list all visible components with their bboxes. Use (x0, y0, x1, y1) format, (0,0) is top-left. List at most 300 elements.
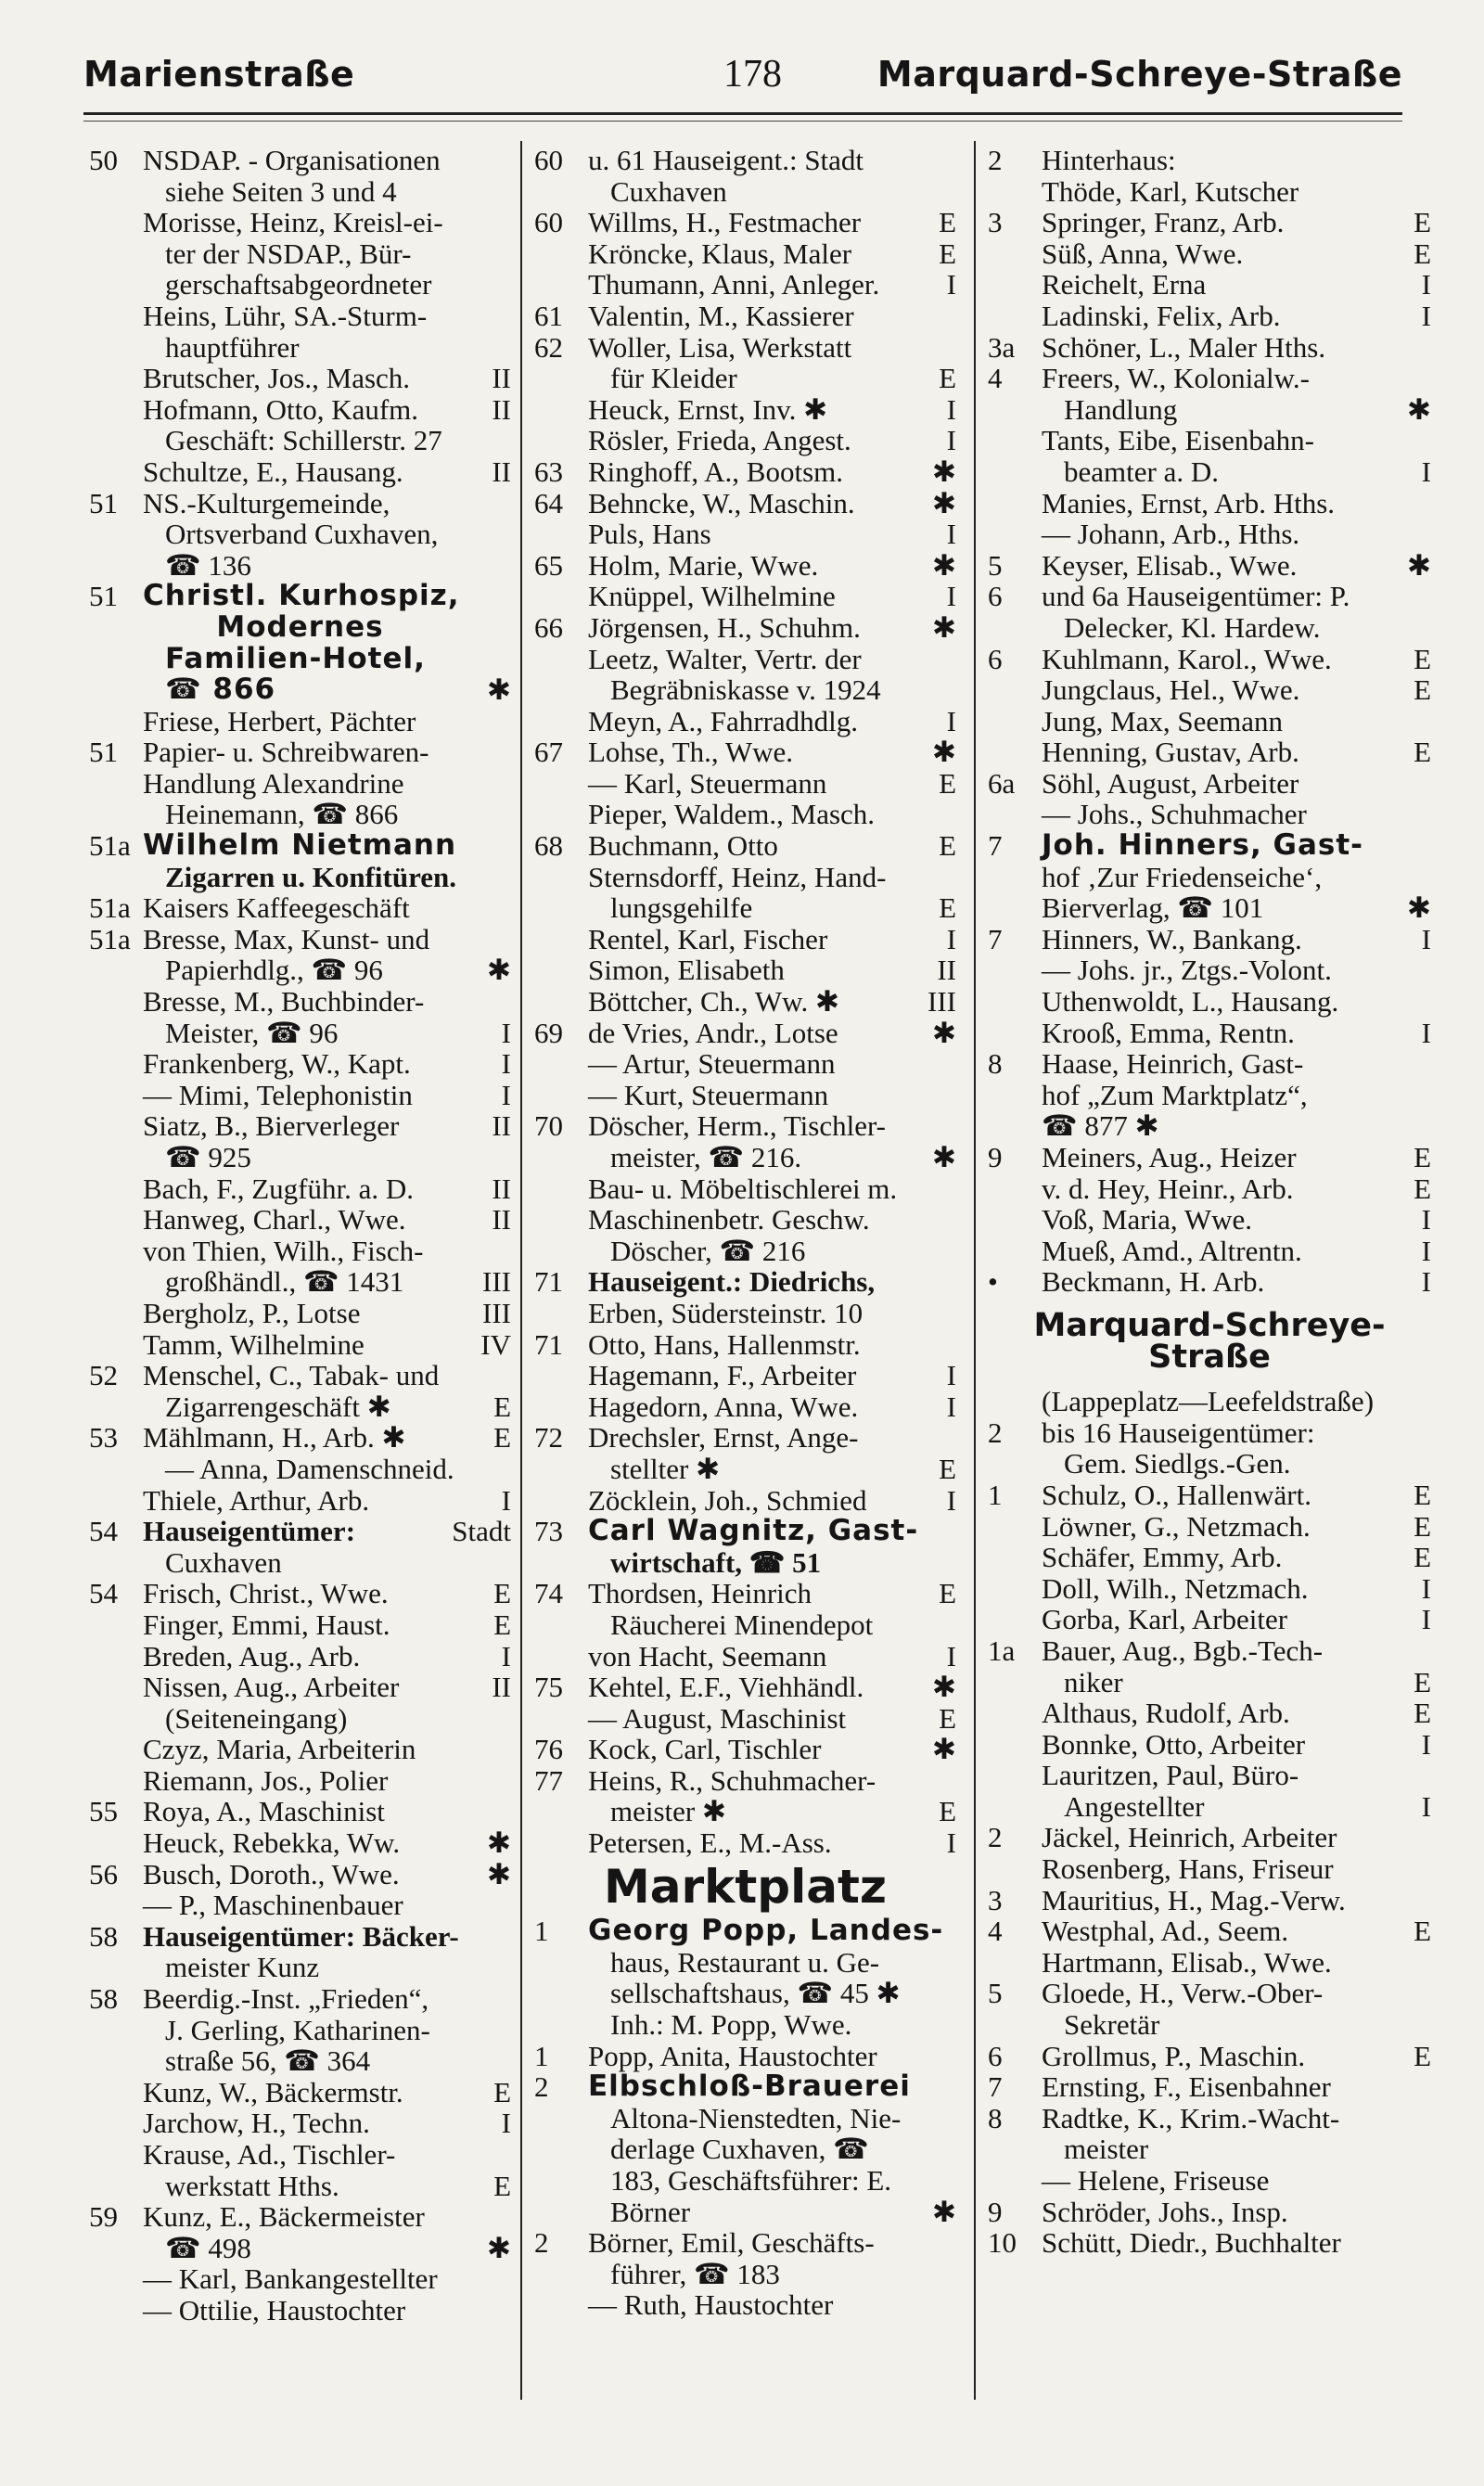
entry-text: Finger, Emmi, Haust. (143, 1608, 390, 1641)
entry-text: Mueß, Amd., Altrentn. (1042, 1234, 1302, 1267)
directory-entry (534, 2289, 956, 2321)
directory-entry (534, 550, 956, 582)
entry-text: u. 61 Hauseigent.: Stadt (588, 144, 864, 176)
entry-text: Schöner, L., Maler Hths. (1042, 330, 1326, 364)
floor-marker: I (1421, 1234, 1431, 1267)
directory-entry (988, 1266, 1431, 1298)
directory-entry (534, 238, 956, 270)
entry-text: Kehtel, E.F., Viehhändl. (588, 1671, 864, 1704)
directory-entry (89, 519, 511, 550)
entry-text: Christl. Kurhospiz, (143, 579, 460, 613)
directory-entry (988, 1947, 1431, 1979)
floor-marker: I (1421, 1727, 1431, 1761)
directory-entry (534, 612, 956, 644)
directory-entry (534, 1859, 956, 1914)
house-number: 56 (89, 1857, 118, 1890)
house-number: 1a (988, 1634, 1016, 1667)
house-number: 3a (988, 330, 1016, 364)
entry-text: — Helene, Friseuse (1042, 2164, 1270, 2197)
floor-marker: ✱ (932, 455, 956, 488)
directory-entry (988, 394, 1431, 426)
entry-text: Puls, Hans (588, 518, 711, 551)
entry-text: Hagemann, F., Arbeiter (588, 1359, 857, 1392)
directory-entry (534, 706, 956, 737)
directory-entry (89, 955, 511, 986)
directory-entry (988, 1760, 1431, 1791)
house-number: 2 (534, 2226, 549, 2260)
directory-entry (89, 1080, 511, 1111)
house-number: 68 (534, 829, 563, 863)
entry-text: Hagedorn, Anna, Wwe. (588, 1390, 859, 1423)
entry-text: Meiners, Aug., Heizer (1042, 1141, 1297, 1173)
floor-marker: I (946, 1826, 956, 1860)
directory-entry (89, 332, 511, 364)
directory-entry (89, 301, 511, 332)
directory-entry (89, 581, 511, 612)
directory-entry (988, 1667, 1431, 1698)
directory-entry (988, 674, 1431, 706)
house-number: 9 (988, 2195, 1003, 2228)
directory-entry (988, 2103, 1431, 2134)
entry-text: Ringhoff, A., Bootsm. (588, 455, 844, 488)
directory-entry (534, 394, 956, 426)
directory-entry (89, 394, 511, 426)
floor-marker: ✱ (487, 673, 511, 707)
entry-text: Thumann, Anni, Anleger. (588, 268, 880, 301)
entry-text: NS.-Kulturgemeinde, (143, 486, 390, 519)
floor-marker: E (939, 206, 956, 239)
house-number: 75 (534, 1671, 563, 1704)
entry-text: Tamm, Wilhelmine (143, 1327, 365, 1361)
house-number: 50 (89, 144, 118, 176)
floor-marker: I (1421, 299, 1431, 332)
directory-entry (534, 1110, 956, 1142)
entry-text: Marquard-Schreye- (1033, 1306, 1386, 1344)
directory-entry (534, 1391, 956, 1423)
directory-entry (534, 145, 956, 176)
floor-marker: I (501, 1483, 511, 1517)
directory-entry (988, 1306, 1431, 1344)
directory-entry (89, 2263, 511, 2295)
entry-text: Schütt, Diedr., Buchhalter (1042, 2226, 1341, 2260)
directory-entry (89, 2139, 511, 2171)
directory-entry (89, 1360, 511, 1391)
floor-marker: E (1414, 237, 1431, 270)
entry-text: großhändl., ☎ 1431 (165, 1265, 404, 1299)
directory-entry (534, 519, 956, 550)
house-number: 4 (988, 1915, 1003, 1948)
directory-entry (89, 1765, 511, 1797)
house-number: 54 (89, 1577, 118, 1610)
floor-marker: E (939, 1795, 956, 1828)
entry-text: hof ‚Zur Friedenseiche‘, (1042, 860, 1323, 893)
floor-marker: III (928, 985, 956, 1019)
directory-entry (534, 1080, 956, 1111)
column-1 (89, 145, 511, 2326)
entry-text: J. Gerling, Katharinen- (165, 2013, 430, 2046)
floor-marker: III (482, 1296, 511, 1329)
floor-marker: E (1414, 1541, 1431, 1574)
house-number: 58 (89, 1982, 118, 2016)
directory-entry (988, 1018, 1431, 1049)
floor-marker: I (1421, 455, 1431, 488)
entry-text: gerschaftsabgeordneter (165, 268, 432, 301)
entry-text: siehe Seiten 3 und 4 (165, 174, 397, 208)
entry-text: Thöde, Karl, Kutscher (1042, 174, 1299, 208)
directory-entry (988, 1236, 1431, 1267)
floor-marker: E (493, 1421, 511, 1454)
directory-entry (89, 550, 511, 582)
entry-text: Tants, Eibe, Eisenbahn- (1042, 424, 1314, 457)
house-number: 2 (534, 2070, 549, 2104)
directory-entry (89, 2045, 511, 2077)
entry-text: stellter ✱ (610, 1452, 721, 1485)
directory-entry (89, 706, 511, 737)
house-number: 71 (534, 1327, 563, 1361)
directory-entry (534, 2041, 956, 2072)
house-number: 76 (534, 1733, 563, 1766)
entry-text: Rosenberg, Hans, Friseur (1042, 1852, 1334, 1886)
floor-marker: E (939, 829, 956, 863)
house-number: 67 (534, 736, 563, 769)
directory-entry (988, 1048, 1431, 1080)
house-number: 77 (534, 1763, 563, 1797)
directory-entry (89, 2171, 511, 2202)
floor-marker: E (939, 1701, 956, 1735)
directory-entry (89, 1454, 511, 1485)
directory-entry (988, 862, 1431, 893)
directory-entry (534, 1266, 956, 1298)
floor-marker: ✱ (932, 1141, 956, 1173)
directory-entry (89, 176, 511, 208)
entry-text: Radtke, K., Krim.-Wacht- (1042, 2101, 1340, 2134)
directory-entry (534, 1422, 956, 1454)
floor-marker: I (1421, 922, 1431, 955)
entry-text: von Thien, Wilh., Fisch- (143, 1234, 424, 1267)
entry-text: derlage Cuxhaven, ☎ (610, 2133, 869, 2166)
house-number: 3 (988, 1883, 1003, 1916)
entry-text: hof „Zum Marktplatz“, (1042, 1078, 1308, 1111)
directory-entry (988, 1573, 1431, 1605)
floor-marker: I (501, 1078, 511, 1111)
entry-text: Familien-Hotel, (165, 641, 426, 675)
floor-marker: E (1414, 2039, 1431, 2072)
entry-text: Siatz, B., Bierverleger (143, 1109, 400, 1143)
floor-marker: E (939, 362, 956, 395)
floor-marker: I (501, 2107, 511, 2140)
entry-text: ter der NSDAP., Bür- (165, 237, 412, 270)
directory-entry (988, 2197, 1431, 2228)
directory-entry (89, 1018, 511, 1049)
directory-entry (89, 1796, 511, 1827)
entry-text: NSDAP. - Organisationen (143, 144, 441, 176)
entry-text: Petersen, E., M.-Ass. (588, 1826, 832, 1860)
floor-marker: I (1421, 268, 1431, 301)
directory-entry (534, 2009, 956, 2041)
directory-entry (534, 207, 956, 238)
floor-marker: E (1414, 736, 1431, 769)
entry-text: Kaisers Kaffeegeschäft (143, 891, 410, 925)
entry-text: haus, Restaurant u. Ge- (610, 1945, 880, 1979)
entry-text: Schäfer, Emmy, Arb. (1042, 1541, 1283, 1574)
floor-marker: E (493, 2169, 511, 2202)
directory-entry (89, 2015, 511, 2046)
entry-text: (Lappeplatz—Leefeldstraße) (1042, 1385, 1375, 1418)
entry-text: Joh. Hinners, Gast- (1042, 828, 1364, 863)
directory-entry (89, 269, 511, 301)
entry-text: Freers, W., Kolonialw.- (1042, 362, 1311, 395)
entry-text: meister, ☎ 216. (610, 1141, 802, 1173)
floor-marker: II (492, 1203, 511, 1237)
entry-text: Papierhdlg., ☎ 96 (165, 954, 383, 987)
entry-text: Räucherei Minendepot (610, 1608, 874, 1641)
directory-entry (988, 2009, 1431, 2041)
floor-marker: II (492, 1109, 511, 1143)
directory-entry (534, 1236, 956, 1267)
floor-marker: E (1414, 1509, 1431, 1543)
directory-entry (534, 2227, 956, 2259)
directory-entry (534, 830, 956, 862)
entry-text: Carl Wagnitz, Gast- (588, 1514, 919, 1548)
floor-marker: I (946, 704, 956, 737)
house-number: 2 (988, 144, 1003, 176)
directory-entry (89, 1734, 511, 1765)
directory-entry (988, 1791, 1431, 1823)
directory-entry (534, 862, 956, 893)
floor-marker: ✱ (1407, 891, 1431, 925)
floor-marker: I (946, 518, 956, 551)
entry-text: Morisse, Heinz, Kreisl‑ei- (143, 206, 443, 239)
column-3 (988, 145, 1431, 2259)
directory-entry (89, 363, 511, 394)
directory-entry (988, 488, 1431, 519)
directory-entry (988, 1142, 1431, 1173)
directory-entry (89, 1547, 511, 1579)
house-number: 60 (534, 144, 563, 176)
floor-marker: Stadt (452, 1515, 511, 1548)
entry-text: Bresse, Max, Kunst- und (143, 922, 430, 955)
floor-marker: I (946, 1359, 956, 1392)
entry-text: Kunz, E., Bäckermeister (143, 2200, 425, 2234)
entry-text: Süß, Anna, Wwe. (1042, 237, 1244, 270)
entry-text: de Vries, Andr., Lotse (588, 1016, 838, 1049)
entry-text: Thordsen, Heinrich (588, 1577, 812, 1610)
directory-entry (89, 768, 511, 800)
directory-entry (988, 301, 1431, 332)
directory-entry (534, 488, 956, 519)
directory-entry (534, 1547, 956, 1579)
directory-entry (988, 1853, 1431, 1885)
entry-text: Modernes (216, 609, 384, 644)
directory-entry (89, 1983, 511, 2015)
entry-text: — Johs., Schuhmacher (1042, 798, 1307, 831)
house-number: 69 (534, 1016, 563, 1049)
directory-entry (988, 737, 1431, 768)
directory-entry (89, 2233, 511, 2264)
entry-text: Westphal, Ad., Seem. (1042, 1915, 1289, 1948)
entry-text: ☎ 498 (165, 2231, 251, 2264)
entry-text: Börner (610, 2195, 691, 2228)
entry-text: Hauseigent.: Diedrichs, (588, 1265, 876, 1299)
entry-text: — August, Maschinist (588, 1701, 847, 1735)
directory-entry (89, 1641, 511, 1672)
house-number: 6a (988, 766, 1016, 800)
entry-text: Manies, Ernst, Arb. Hths. (1042, 486, 1336, 519)
entry-text: Gorba, Karl, Arbeiter (1042, 1603, 1288, 1636)
directory-entry (89, 1859, 511, 1890)
floor-marker: III (482, 1265, 511, 1299)
entry-text: Bonnke, Otto, Arbeiter (1042, 1727, 1306, 1761)
directory-entry (988, 176, 1431, 208)
directory-entry (534, 1516, 956, 1547)
entry-text: — Artur, Steuermann (588, 1047, 836, 1081)
entry-text: Erben, Südersteinstr. 10 (588, 1296, 864, 1329)
entry-text: — Karl, Steuermann (588, 766, 827, 800)
directory-entry (534, 1609, 956, 1641)
floor-marker: ✱ (1407, 548, 1431, 582)
directory-entry (534, 1360, 956, 1391)
directory-entry (89, 2295, 511, 2326)
floor-marker: I (1421, 1603, 1431, 1636)
directory-entry (988, 986, 1431, 1018)
entry-text: Henning, Gustav, Arb. (1042, 736, 1299, 769)
floor-marker: ✱ (932, 1733, 956, 1766)
entry-text: Czyz, Maria, Arbeiterin (143, 1733, 416, 1766)
house-number: 66 (534, 610, 563, 644)
floor-marker: I (946, 580, 956, 613)
directory-entry (89, 1266, 511, 1298)
entry-text: Papier- u. Schreibwaren- (143, 736, 429, 769)
entry-text: Frisch, Christ., Wwe. (143, 1577, 389, 1610)
directory-entry (89, 1142, 511, 1173)
floor-marker: E (493, 1390, 511, 1423)
entry-text: ☎ 136 (165, 548, 251, 582)
entry-text: Altona-Nienstedten, Nie- (610, 2101, 902, 2134)
entry-text: Cuxhaven (165, 1545, 282, 1579)
house-number: 73 (534, 1515, 563, 1548)
entry-text: Reichelt, Erna (1042, 268, 1207, 301)
directory-entry (534, 1204, 956, 1236)
directory-entry (988, 1080, 1431, 1111)
directory-entry (534, 363, 956, 394)
directory-entry (988, 1338, 1431, 1376)
entry-text: Uthenwoldt, L., Hausang. (1042, 985, 1339, 1019)
directory-entry (89, 799, 511, 830)
floor-marker: E (1414, 1915, 1431, 1948)
floor-marker: ✱ (487, 954, 511, 987)
house-number: 6 (988, 580, 1003, 613)
entry-text: sellschaftshaus, ☎ 45 ✱ (610, 1977, 901, 2010)
entry-text: — Ruth, Haustochter (588, 2288, 834, 2322)
entry-text: Doll, Wilh., Netzmach. (1042, 1571, 1309, 1605)
house-number: 7 (988, 922, 1003, 955)
house-number: 51a (89, 891, 131, 925)
directory-entry (89, 1110, 511, 1142)
directory-entry (988, 1822, 1431, 1853)
directory-entry (89, 1485, 511, 1517)
directory-entry (534, 799, 956, 830)
directory-entry (988, 1110, 1431, 1142)
floor-marker: ✱ (932, 1671, 956, 1704)
entry-text: Althaus, Rudolf, Arb. (1042, 1697, 1290, 1730)
directory-entry (89, 207, 511, 238)
directory-entry (89, 1609, 511, 1641)
directory-entry (534, 1827, 956, 1859)
directory-entry (988, 1417, 1431, 1449)
entry-text: Voß, Maria, Wwe. (1042, 1203, 1253, 1237)
directory-entry (988, 1635, 1431, 1667)
directory-entry (534, 176, 956, 208)
entry-text: Elbschloß-Brauerei (588, 2070, 911, 2104)
house-number: 8 (988, 1047, 1003, 1081)
entry-text: — Karl, Bankangestellter (143, 2262, 438, 2296)
floor-marker: I (501, 1016, 511, 1049)
entry-text: Brutscher, Jos., Masch. (143, 362, 411, 395)
directory-entry (988, 1729, 1431, 1761)
entry-text: Schultze, E., Hausang. (143, 455, 403, 488)
floor-marker: I (1421, 1203, 1431, 1237)
entry-text: Mauritius, H., Mag.-Verw. (1042, 1883, 1346, 1916)
directory-entry (534, 1454, 956, 1485)
entry-text: Ernsting, F., Eisenbahner (1042, 2070, 1331, 2104)
entry-text: Frankenberg, W., Kapt. (143, 1047, 411, 1081)
directory-entry (89, 1952, 511, 1983)
directory-entry (988, 1511, 1431, 1543)
house-number: 8 (988, 2101, 1003, 2134)
entry-text: Söhl, August, Arbeiter (1042, 766, 1299, 800)
floor-marker: E (493, 2075, 511, 2108)
entry-text: Böttcher, Ch., Ww. ✱ (588, 985, 839, 1019)
directory-entry (988, 924, 1431, 955)
entry-text: Marktplatz (604, 1859, 887, 1914)
directory-entry (988, 1916, 1431, 1947)
directory-entry (988, 955, 1431, 986)
directory-entry (89, 1890, 511, 1921)
house-number: 61 (534, 299, 563, 332)
house-number: 51 (89, 736, 118, 769)
directory-entry (534, 1329, 956, 1361)
page-header (83, 48, 1402, 104)
entry-text: Döscher, ☎ 216 (610, 1234, 806, 1267)
directory-entry (89, 1827, 511, 1859)
entry-text: Hofmann, Otto, Kaufm. (143, 392, 419, 426)
directory-entry (534, 644, 956, 675)
directory-entry (89, 609, 511, 644)
floor-marker: E (939, 766, 956, 800)
entry-text: Heuck, Ernst, Inv. ✱ (588, 392, 828, 426)
header-rule-thin (83, 121, 1402, 122)
floor-marker: II (492, 362, 511, 395)
entry-text: Breden, Aug., Arb. (143, 1639, 361, 1672)
page-number: 178 (723, 53, 782, 96)
house-number: 1 (988, 1478, 1003, 1511)
entry-text: Meister, ☎ 96 (165, 1016, 339, 1049)
floor-marker: I (1421, 1789, 1431, 1823)
floor-marker: E (1414, 1172, 1431, 1205)
entry-text: Drechsler, Ernst, Ange- (588, 1421, 859, 1454)
entry-text: hauptführer (165, 330, 300, 364)
entry-text: Hinterhaus: (1042, 144, 1176, 176)
entry-text: Begräbniskasse v. 1924 (610, 673, 881, 707)
entry-text: — Johs. jr., Ztgs.-Volont. (1042, 954, 1332, 987)
entry-text: meister (1064, 2133, 1149, 2166)
floor-marker: II (937, 954, 956, 987)
directory-entry (534, 2259, 956, 2290)
entry-text: Rösler, Frieda, Angest. (588, 424, 851, 457)
floor-marker: ✱ (932, 2195, 956, 2228)
entry-text: Rentel, Karl, Fischer (588, 922, 828, 955)
floor-marker: E (1414, 1697, 1431, 1730)
